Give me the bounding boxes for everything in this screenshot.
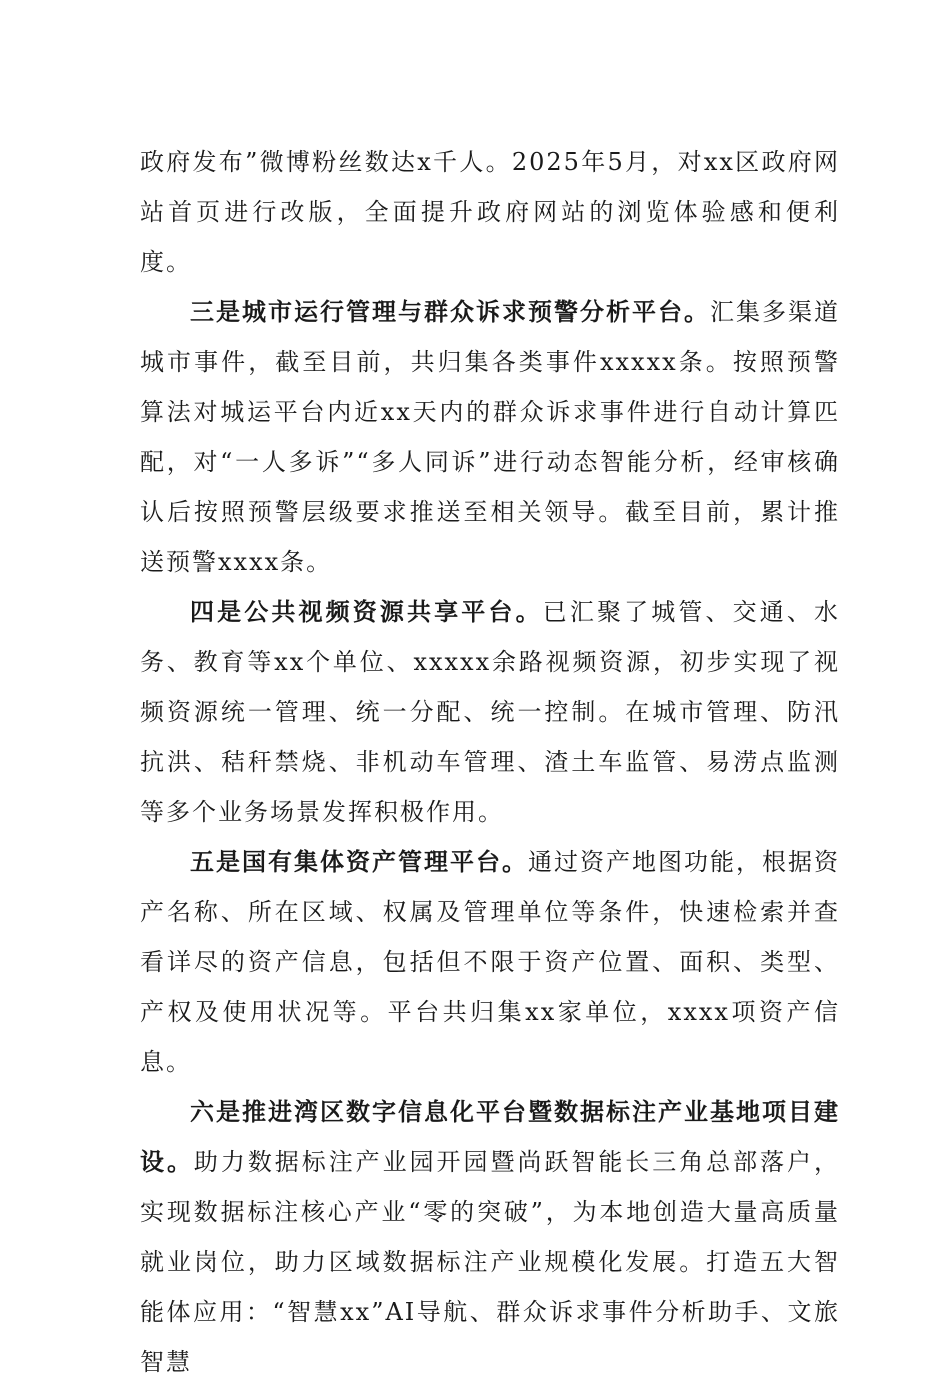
paragraph-asset-management-platform (140, 837, 840, 1087)
paragraph-data-annotation-base (140, 1087, 840, 1387)
paragraph-video-sharing-platform (140, 587, 840, 837)
paragraph-body: 已汇聚了城管、交通、水务、教育等xx个单位、xxxxx余路视频资源，初步实现了视频资源统一管理、统一分配、统一控制。在城市管理、防汛抗洪、秸秆禁烧、非机动车管理、渣土车监管、易涝点监测等多个业务场景发挥积极作用。 (140, 598, 841, 826)
paragraph-heading: 三是城市运行管理与群众诉求预警分析平台。 (190, 297, 710, 326)
document-body (140, 137, 840, 1387)
paragraph-heading: 五是国有集体资产管理平台。 (190, 847, 528, 876)
paragraph-heading: 四是公共视频资源共享平台。 (190, 597, 543, 626)
paragraph-city-operation-platform (140, 287, 840, 587)
paragraph-website-revamp (140, 137, 840, 287)
paragraph-body: 助力数据标注产业园开园暨尚跃智能长三角总部落户，实现数据标注核心产业“零的突破”，为本地创造大量高质量就业岗位，助力区域数据标注产业规模化发展。打造五大智能体应用：“智慧xx”AI导航、群众诉求事件分析助手、文旅智慧 (140, 1148, 841, 1376)
paragraph-heading: 六是推进湾区数字信息化平台暨数据标注产业基地项目建设。 (140, 1097, 840, 1176)
paragraph-body: 汇集多渠道城市事件，截至目前，共归集各类事件xxxxx条。按照预警算法对城运平台内近xx天内的群众诉求事件进行自动计算匹配，对“一人多诉”“多人同诉”进行动态智能分析，经审核确认后按照预警层级要求推送至相关领导。截至目前，累计推送预警xxxx条。 (140, 298, 840, 576)
paragraph-body: 通过资产地图功能，根据资产名称、所在区域、权属及管理单位等条件，快速检索并查看详尽的资产信息，包括但不限于资产位置、面积、类型、产权及使用状况等。平台共归集xx家单位，xxxx项资产信息。 (140, 848, 840, 1076)
paragraph-body: 政府发布”微博粉丝数达x千人。2025年5月，对xx区政府网站首页进行改版，全面提升政府网站的浏览体验感和便利度。 (140, 148, 840, 276)
